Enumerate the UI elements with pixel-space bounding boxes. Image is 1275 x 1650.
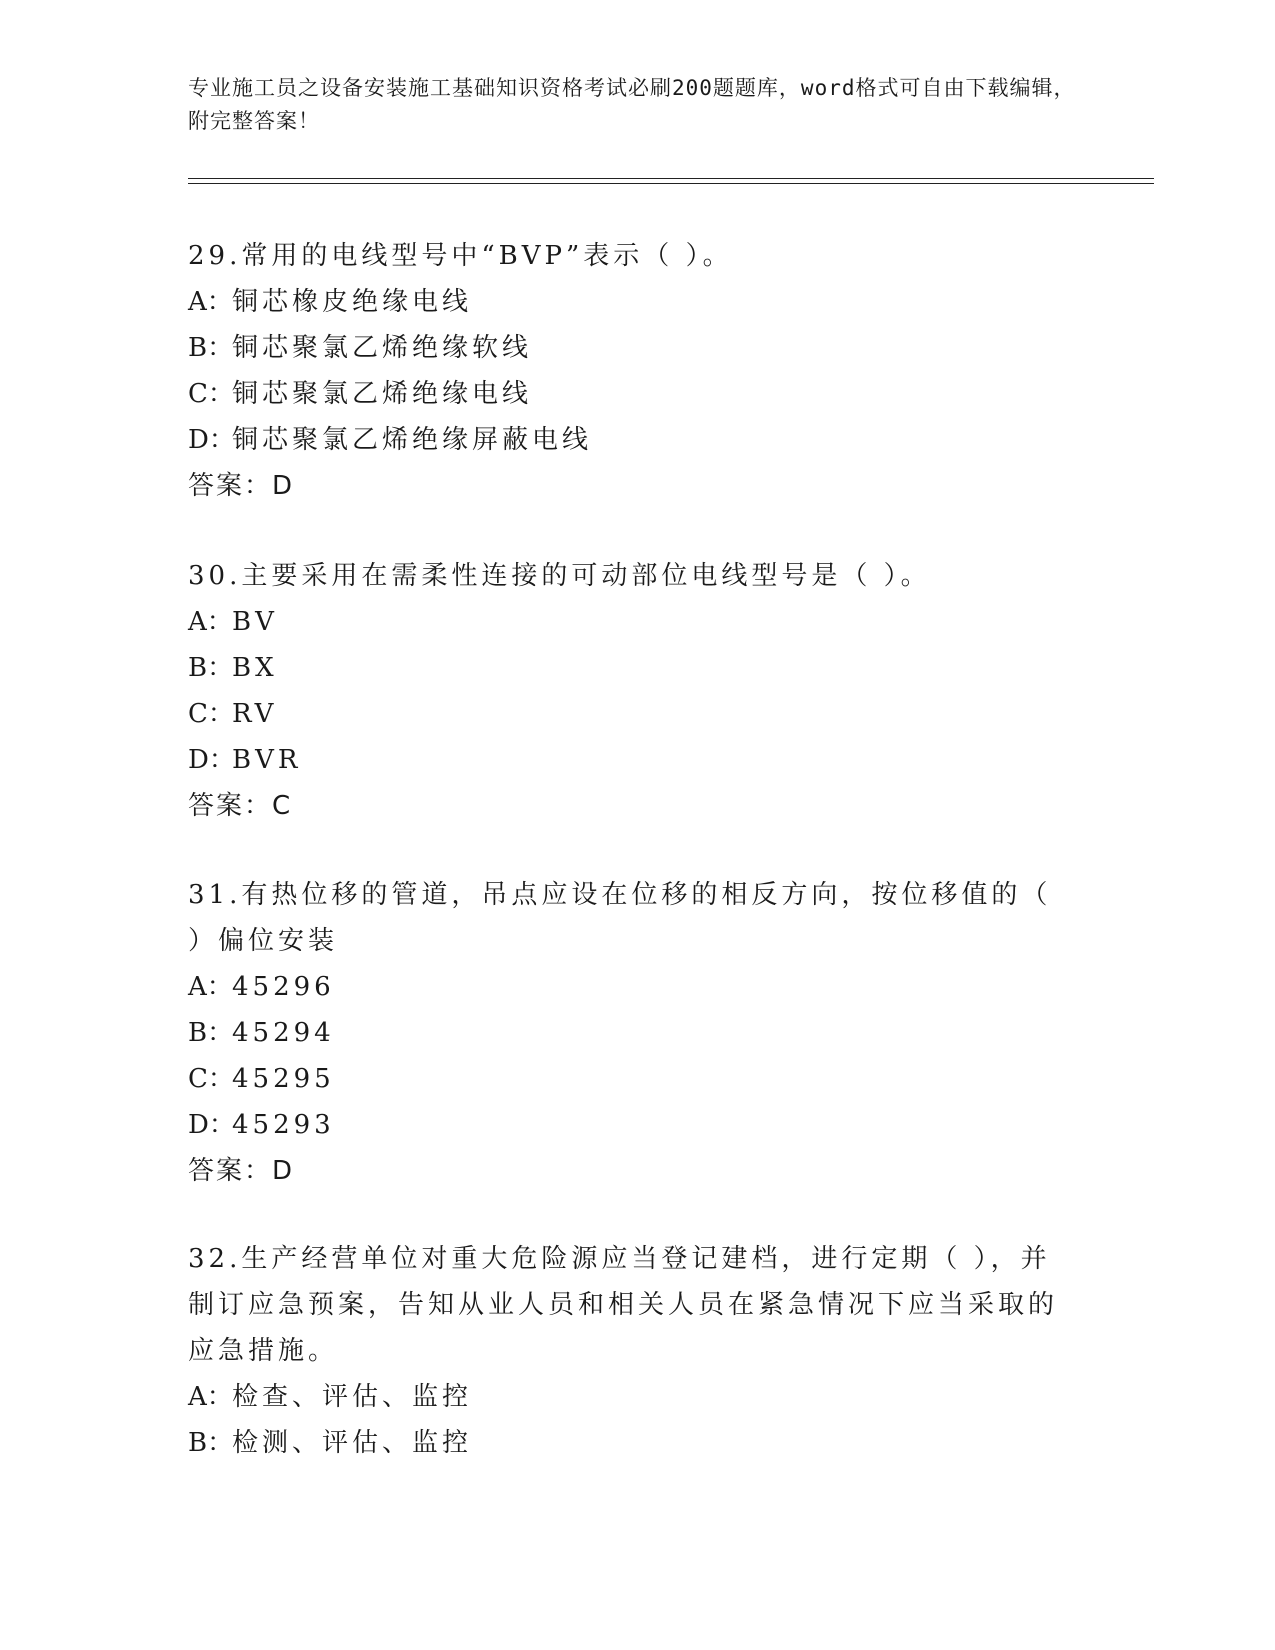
option-a — [188, 599, 1078, 645]
option-label: B： — [188, 653, 234, 683]
option-text: BX — [232, 653, 278, 683]
option-text: 铜芯聚氯乙烯绝缘电线 — [232, 379, 533, 409]
option-b — [188, 1010, 1078, 1056]
option-a — [188, 1374, 1078, 1420]
option-label: A： — [188, 972, 233, 1002]
option-text: BVR — [232, 745, 302, 775]
option-label: A： — [188, 607, 233, 637]
option-b — [188, 1420, 1078, 1466]
option-label: D： — [188, 425, 235, 455]
option-text: BV — [232, 607, 278, 637]
option-a — [188, 964, 1078, 1010]
answer: 答案：D — [188, 1156, 295, 1186]
answer: 答案：D — [188, 471, 295, 501]
option-text: 铜芯聚氯乙烯绝缘软线 — [232, 333, 533, 363]
option-c — [188, 371, 1078, 417]
header-rule-top — [188, 178, 1154, 179]
question-29 — [188, 233, 1078, 509]
option-c — [188, 691, 1078, 737]
option-text: RV — [232, 699, 278, 729]
option-text: 45296 — [232, 972, 335, 1002]
option-label: B： — [188, 333, 234, 363]
option-b — [188, 325, 1078, 371]
option-label: B： — [188, 1018, 234, 1048]
option-label: C： — [188, 379, 234, 409]
question-stem: 30.主要采用在需柔性连接的可动部位电线型号是（ ）。 — [188, 561, 931, 591]
option-text: 45293 — [232, 1110, 335, 1140]
question-30 — [188, 553, 1078, 829]
option-text: 45294 — [232, 1018, 335, 1048]
option-label: D： — [188, 745, 235, 775]
document-header: 专业施工员之设备安装施工基础知识资格考试必刷200题题库，word格式可自由下载编辑，附完整答案！ — [188, 76, 1076, 133]
question-31 — [188, 872, 1078, 1194]
question-stem: 32.生产经营单位对重大危险源应当登记建档，进行定期（ ），并制订应急预案，告知从业人员和相关人员在紧急情况下应当采取的应急措施。 — [188, 1244, 1059, 1366]
header-rule-bottom — [188, 183, 1154, 184]
option-d — [188, 1102, 1078, 1148]
option-c — [188, 1056, 1078, 1102]
option-text: 45295 — [232, 1064, 335, 1094]
option-d — [188, 737, 1078, 783]
option-text: 铜芯橡皮绝缘电线 — [232, 287, 473, 317]
option-text: 检查、评估、监控 — [232, 1382, 473, 1412]
option-text: 检测、评估、监控 — [232, 1428, 473, 1458]
option-label: A： — [188, 1382, 233, 1412]
option-d — [188, 417, 1078, 463]
option-b — [188, 645, 1078, 691]
option-label: B： — [188, 1428, 234, 1458]
option-label: D： — [188, 1110, 235, 1140]
answer: 答案：C — [188, 791, 293, 821]
question-32 — [188, 1236, 1078, 1466]
question-stem: 29.常用的电线型号中“BVP”表示（ ）。 — [188, 241, 733, 271]
option-label: A： — [188, 287, 233, 317]
option-label: C： — [188, 699, 234, 729]
option-a — [188, 279, 1078, 325]
question-stem: 31.有热位移的管道，吊点应设在位移的相反方向，按位移值的（ ）偏位安装 — [188, 880, 1052, 956]
option-label: C： — [188, 1064, 234, 1094]
option-text: 铜芯聚氯乙烯绝缘屏蔽电线 — [232, 425, 593, 455]
